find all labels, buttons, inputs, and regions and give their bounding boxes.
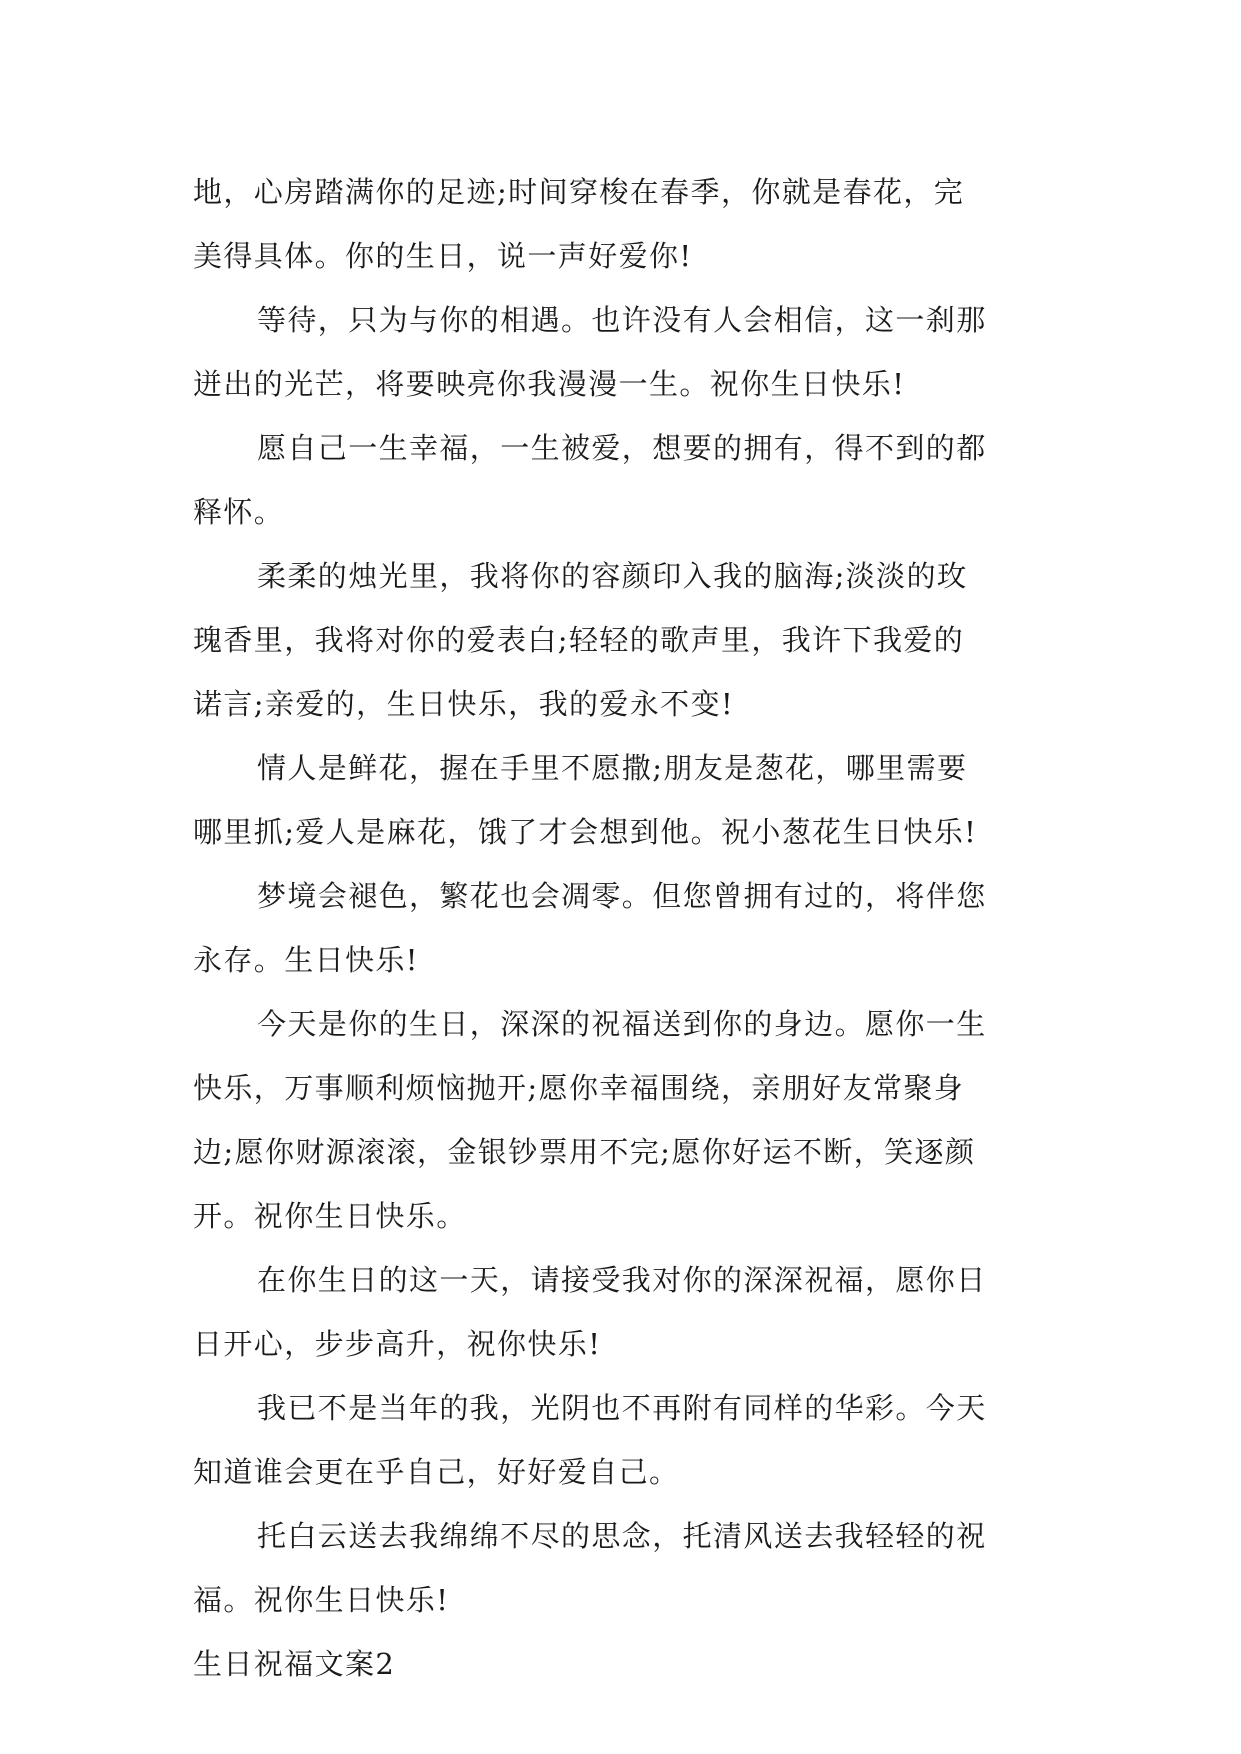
text-line: 等待，只为与你的相遇。也许没有人会相信，这一刹那	[257, 303, 987, 337]
text-line: 今天是你的生日，深深的祝福送到你的身边。愿你一生	[257, 1007, 987, 1041]
text-line: 柔柔的烛光里，我将你的容颜印入我的脑海;淡淡的玫	[257, 559, 968, 593]
text-line: 边;愿你财源滚滚，金银钞票用不完;愿你好运不断，笑逐颜	[193, 1135, 976, 1169]
text-line: 我已不是当年的我，光阴也不再附有同样的华彩。今天	[257, 1391, 987, 1425]
paragraph	[193, 864, 1053, 992]
text-line: 永存。生日快乐!	[193, 943, 419, 977]
text-line: 开。祝你生日快乐。	[193, 1199, 467, 1233]
text-line: 哪里抓;爱人是麻花，饿了才会想到他。祝小葱花生日快乐!	[193, 815, 978, 849]
paragraph	[193, 1248, 1053, 1376]
text-line: 情人是鲜花，握在手里不愿撒;朋友是葱花，哪里需要	[257, 751, 968, 785]
paragraph	[193, 160, 1053, 288]
paragraph	[193, 416, 1053, 544]
text-line: 托白云送去我绵绵不尽的思念，托清风送去我轻轻的祝	[257, 1519, 987, 1553]
paragraph	[193, 544, 1053, 736]
text-line: 福。祝你生日快乐!	[193, 1583, 450, 1617]
paragraph	[193, 992, 1053, 1248]
text-line: 知道谁会更在乎自己，好好爱自己。	[193, 1455, 680, 1489]
text-line: 日开心，步步高升，祝你快乐!	[193, 1327, 602, 1361]
text-line: 瑰香里，我将对你的爱表白;轻轻的歌声里，我许下我爱的	[193, 623, 965, 657]
section-heading: 生日祝福文案2	[193, 1647, 396, 1681]
text-line: 美得具体。你的生日，说一声好爱你!	[193, 239, 693, 273]
paragraph	[193, 736, 1053, 864]
text-line: 梦境会褪色，繁花也会凋零。但您曾拥有过的，将伴您	[257, 879, 987, 913]
paragraph	[193, 1376, 1053, 1504]
text-line: 地，心房踏满你的足迹;时间穿梭在春季，你就是春花，完	[193, 175, 965, 209]
paragraph	[193, 1504, 1053, 1632]
text-line: 快乐，万事顺利烦恼抛开;愿你幸福围绕，亲朋好友常聚身	[193, 1071, 965, 1105]
document-body	[193, 160, 1053, 1696]
text-line: 愿自己一生幸福，一生被爱，想要的拥有，得不到的都	[257, 431, 987, 465]
text-line: 在你生日的这一天，请接受我对你的深深祝福，愿你日	[257, 1263, 987, 1297]
text-line: 诺言;亲爱的，生日快乐，我的爱永不变!	[193, 687, 735, 721]
paragraph	[193, 288, 1053, 416]
text-line: 释怀。	[193, 495, 285, 529]
text-line: 迸出的光芒，将要映亮你我漫漫一生。祝你生日快乐!	[193, 367, 906, 401]
